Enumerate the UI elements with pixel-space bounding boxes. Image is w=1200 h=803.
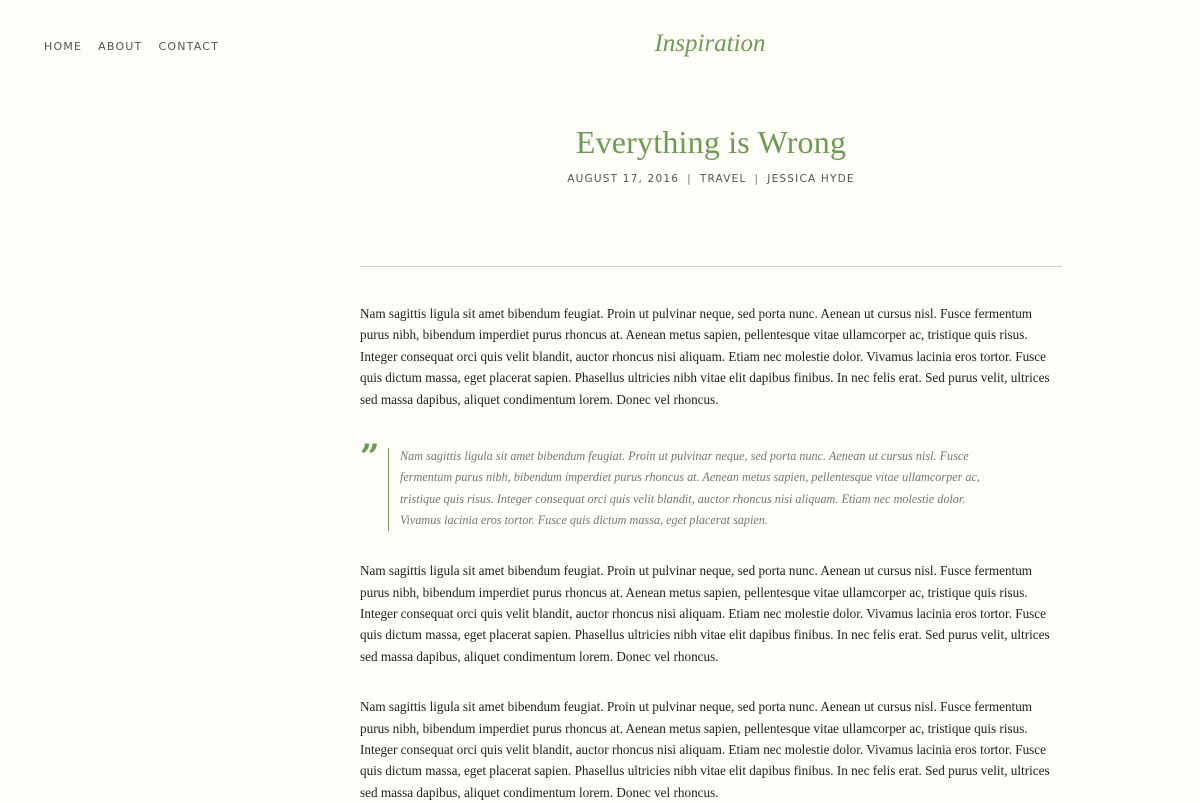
- meta-separator: |: [754, 173, 760, 185]
- post-category-link[interactable]: TRAVEL: [699, 173, 747, 185]
- pull-quote: [360, 437, 1000, 531]
- site-title[interactable]: Inspiration: [654, 30, 766, 57]
- quote-bar: [388, 448, 389, 531]
- header-divider: [360, 266, 1062, 267]
- post-author-link[interactable]: JESSICA HYDE: [767, 173, 855, 185]
- post-paragraph: Nam sagittis ligula sit amet bibendum feugiat. Proin ut pulvinar neque, sed porta nunc. Aenean ut cursus nisl. Fusce fermentum purus nibh, bibendum imperdiet purus rhoncus at. Aenean metus sapien, pellentesque vitae ullamcorper ac, tristique quis risus. Integer consequat orci quis velit blandit, auctor rhoncus nisi aliquam. Etiam nec molestie dolor. Vivamus lacinia eros tortor. Fusce quis dictum massa, eget placerat sapien. Phasellus ultricies nibh vitae elit dapibus finibus. In nec felis erat. Sed purus velit, ultrices sed massa dapibus, aliquet condimentum lorem. Donec vel rhoncus.: [360, 563, 1050, 664]
- post-content: [360, 303, 1062, 803]
- main-nav: [44, 40, 219, 53]
- post-title: Everything is Wrong: [575, 124, 847, 160]
- nav-item-contact[interactable]: CONTACT: [158, 40, 220, 53]
- quote-text: Nam sagittis ligula sit amet bibendum feugiat. Proin ut pulvinar neque, sed porta nunc. Aenean ut cursus nisl. Fusce fermentum purus nibh, bibendum imperdiet purus rhoncus at. Aenean metus sapien, pellentesque vitae ullamcorper ac, tristique quis risus. Integer consequat orci quis velit blandit, auctor rhoncus nisi aliquam. Etiam nec molestie dolor. Vivamus lacinia eros tortor. Fusce quis dictum massa, eget placerat sapien.: [400, 449, 980, 527]
- post-meta: [360, 173, 1062, 185]
- post-paragraph: Nam sagittis ligula sit amet bibendum feugiat. Proin ut pulvinar neque, sed porta nunc. Aenean ut cursus nisl. Fusce fermentum purus nibh, bibendum imperdiet purus rhoncus at. Aenean metus sapien, pellentesque vitae ullamcorper ac, tristique quis risus. Integer consequat orci quis velit blandit, auctor rhoncus nisi aliquam. Etiam nec molestie dolor. Vivamus lacinia eros tortor. Fusce quis dictum massa, eget placerat sapien. Phasellus ultricies nibh vitae elit dapibus finibus. In nec felis erat. Sed purus velit, ultrices sed massa dapibus, aliquet condimentum lorem. Donec vel rhoncus.: [360, 306, 1050, 407]
- post-paragraph: Nam sagittis ligula sit amet bibendum feugiat. Proin ut pulvinar neque, sed porta nunc. Aenean ut cursus nisl. Fusce fermentum purus nibh, bibendum imperdiet purus rhoncus at. Aenean metus sapien, pellentesque vitae ullamcorper ac, tristique quis risus. Integer consequat orci quis velit blandit, auctor rhoncus nisi aliquam. Etiam nec molestie dolor. Vivamus lacinia eros tortor. Fusce quis dictum massa, eget placerat sapien. Phasellus ultricies nibh vitae elit dapibus finibus. In nec felis erat. Sed purus velit, ultrices sed massa dapibus, aliquet condimentum lorem. Donec vel rhoncus.: [360, 699, 1050, 800]
- nav-item-about[interactable]: ABOUT: [98, 40, 143, 53]
- meta-separator: |: [687, 173, 692, 185]
- post-header: [360, 124, 1062, 185]
- nav-item-home[interactable]: HOME: [44, 40, 83, 53]
- quote-mark-icon: ”: [360, 437, 380, 478]
- post-date: AUGUST 17, 2016: [567, 173, 680, 185]
